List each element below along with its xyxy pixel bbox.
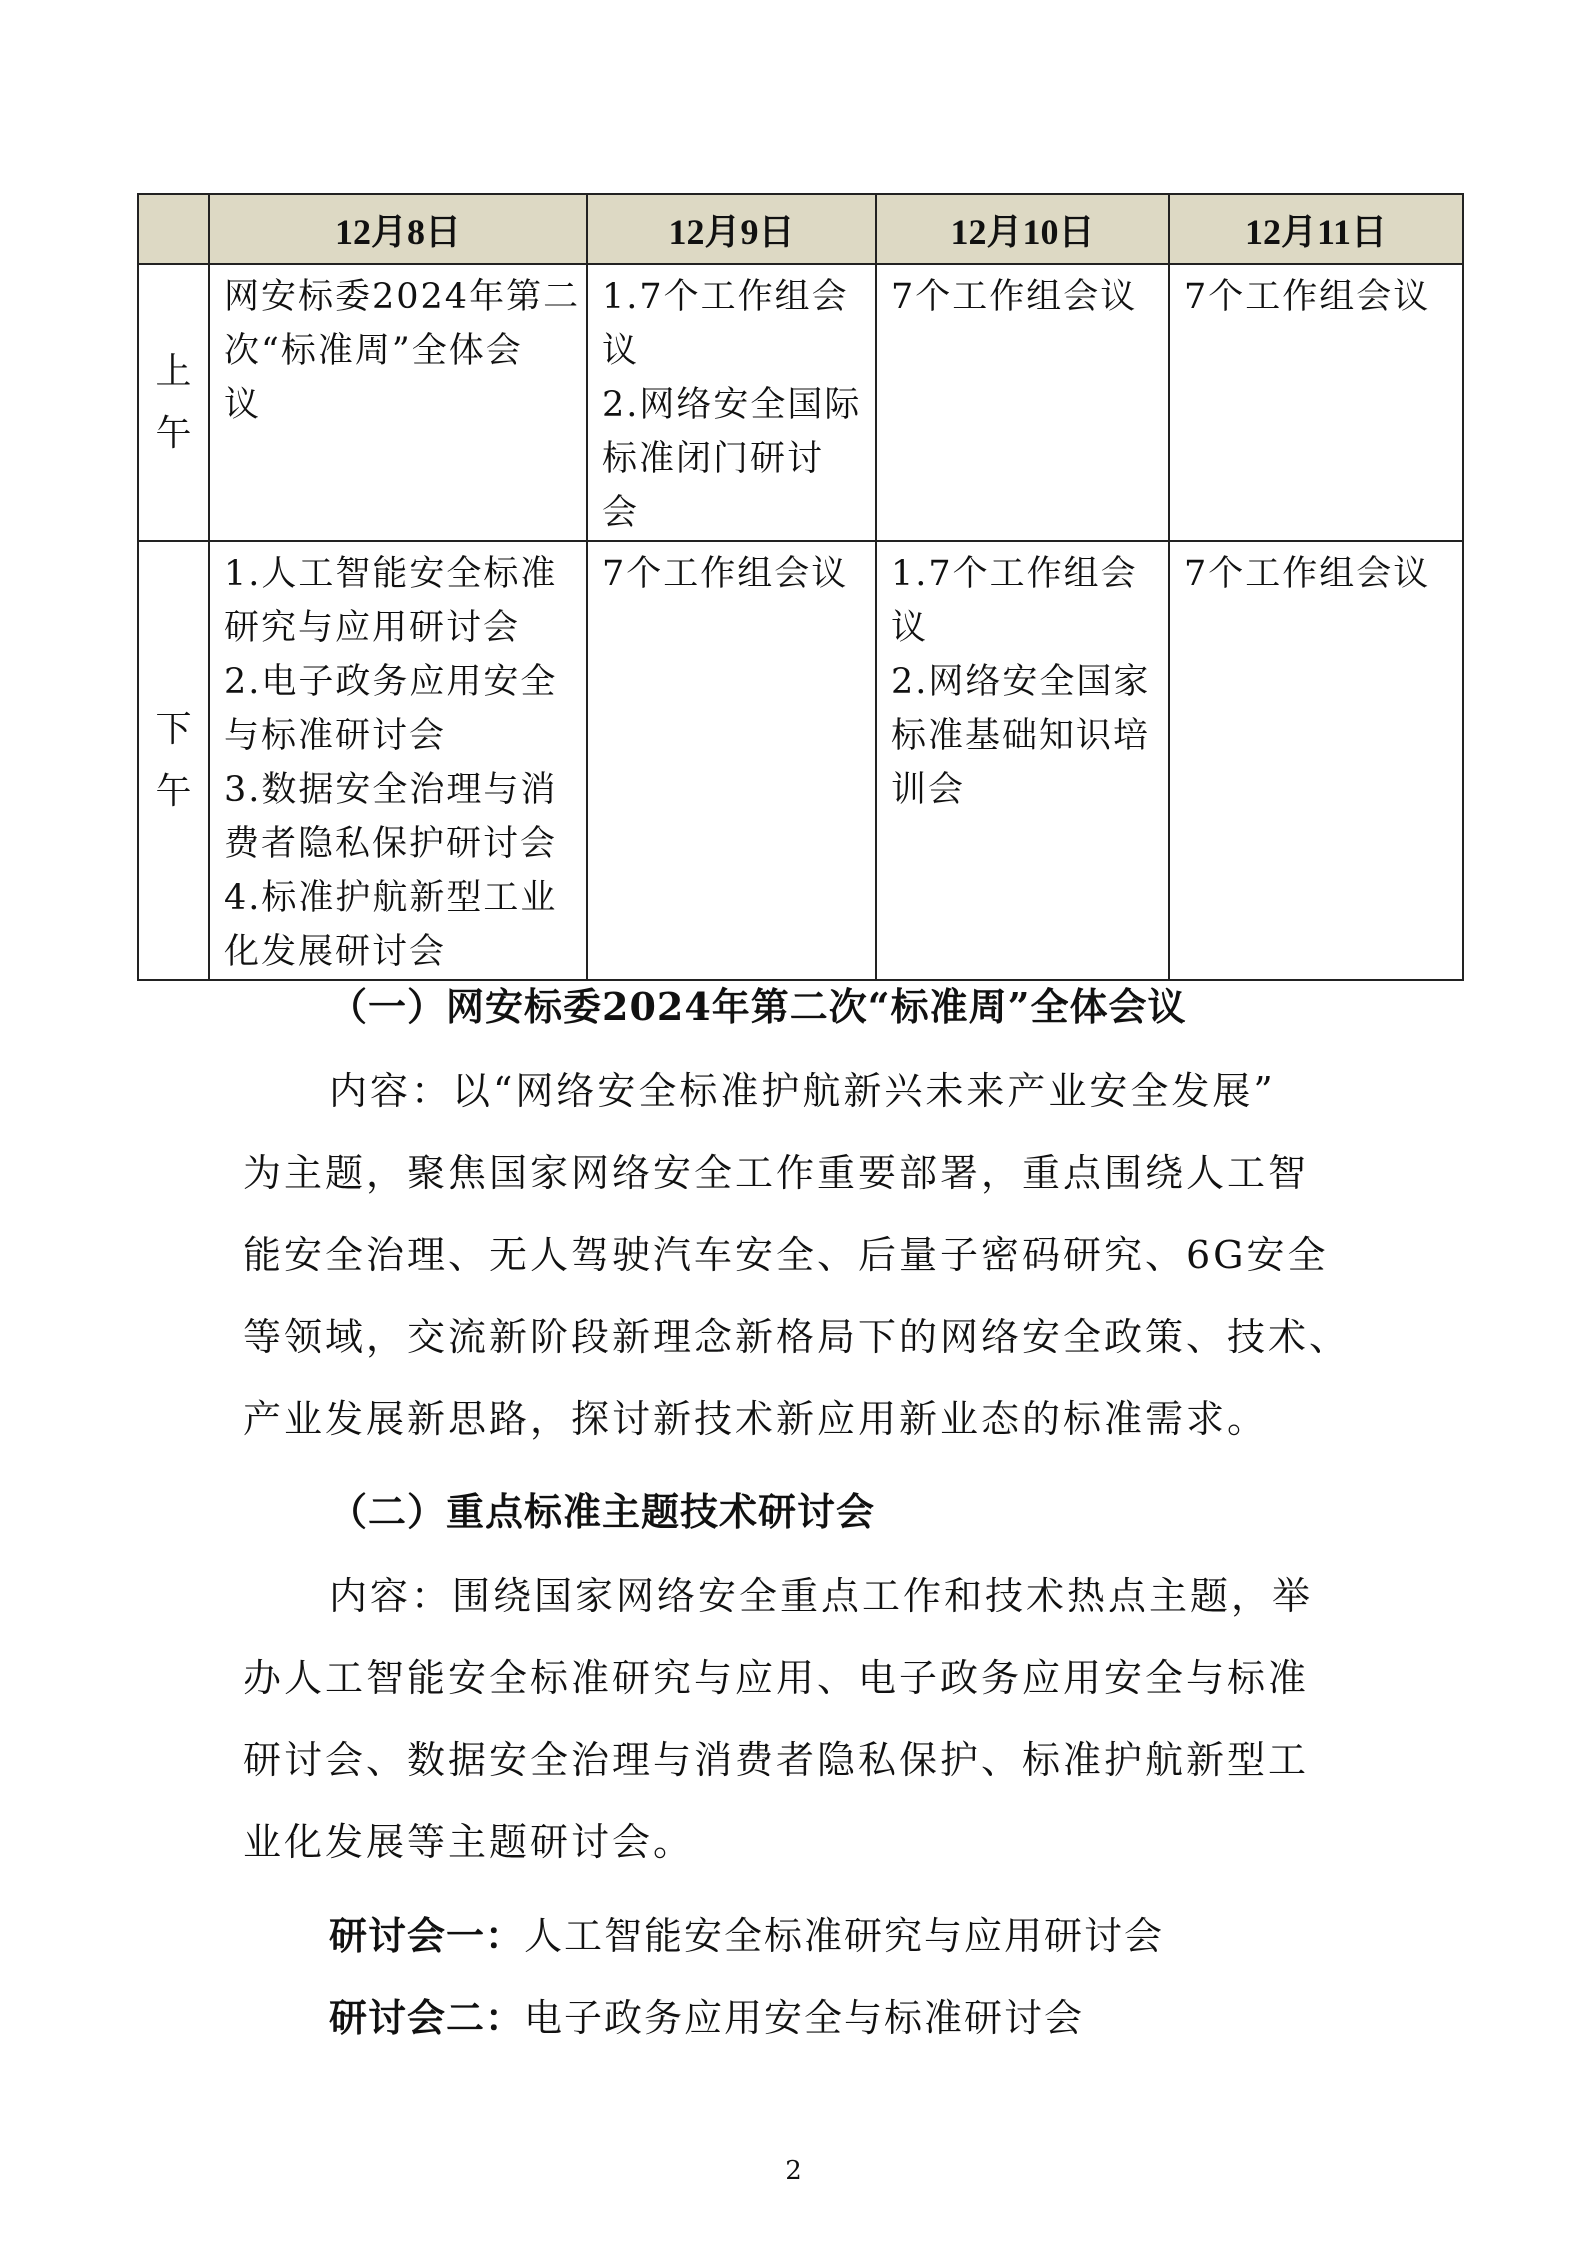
period-afternoon: 下 午 — [138, 541, 209, 980]
schedule-table — [137, 193, 1464, 981]
cell-pm-dec-9: 7个工作组会议 — [587, 541, 876, 980]
seminar-2: 研讨会二：电子政务应用安全与标准研讨会 — [329, 1995, 1085, 2040]
cell-am-dec-11: 7个工作组会议 — [1169, 264, 1463, 541]
cell-am-dec-8: 网安标委2024年第二 次“标准周”全体会 议 — [209, 264, 587, 541]
cell-am-dec-10: 7个工作组会议 — [876, 264, 1169, 541]
cell-am-dec-9: 1.7个工作组会 议 2.网络安全国际 标准闭门研讨 会 — [587, 264, 876, 541]
header-dec-10: 12月10日 — [876, 194, 1169, 264]
table-row-morning — [138, 264, 1463, 541]
cell-pm-dec-10: 1.7个工作组会 议 2.网络安全国家 标准基础知识培 训会 — [876, 541, 1169, 980]
header-dec-11: 12月11日 — [1169, 194, 1463, 264]
corner-cell — [138, 194, 209, 264]
cell-pm-dec-8: 1.人工智能安全标准 研究与应用研讨会 2.电子政务应用安全 与标准研讨会 3.数据安全治理与消 费者隐私保护研讨会 4.标准护航新型工业 化发展研讨会 — [209, 541, 587, 980]
seminar-1: 研讨会一：人工智能安全标准研究与应用研讨会 — [329, 1913, 1165, 1958]
table-header-row — [138, 194, 1463, 264]
header-dec-8: 12月8日 — [209, 194, 587, 264]
section-1-body: 内容：以“网络安全标准护航新兴未来产业安全发展” 为主题，聚焦国家网络安全工作重要部署，重点围绕人工智 能安全治理、无人驾驶汽车安全、后量子密码研究、6G安全 等领域，交流新阶段新理念新格局下的网络安全政策、技术、 产业发展新思路，探讨新技术新应用新业态的标准需求。 — [243, 1069, 1351, 1441]
section-1-heading: （一）网安标委2024年第二次“标准周”全体会议 — [329, 984, 1187, 1029]
header-dec-9: 12月9日 — [587, 194, 876, 264]
section-2-heading: （二）重点标准主题技术研讨会 — [329, 1489, 876, 1534]
page-number: 2 — [785, 2156, 802, 2186]
section-2-body: 内容：围绕国家网络安全重点工作和技术热点主题，举 办人工智能安全标准研究与应用、电子政务应用安全与标准 研讨会、数据安全治理与消费者隐私保护、标准护航新型工 业化发展等主题研讨会。 — [243, 1574, 1314, 1864]
period-morning: 上 午 — [138, 264, 209, 541]
cell-pm-dec-11: 7个工作组会议 — [1169, 541, 1463, 980]
table-row-afternoon — [138, 541, 1463, 980]
